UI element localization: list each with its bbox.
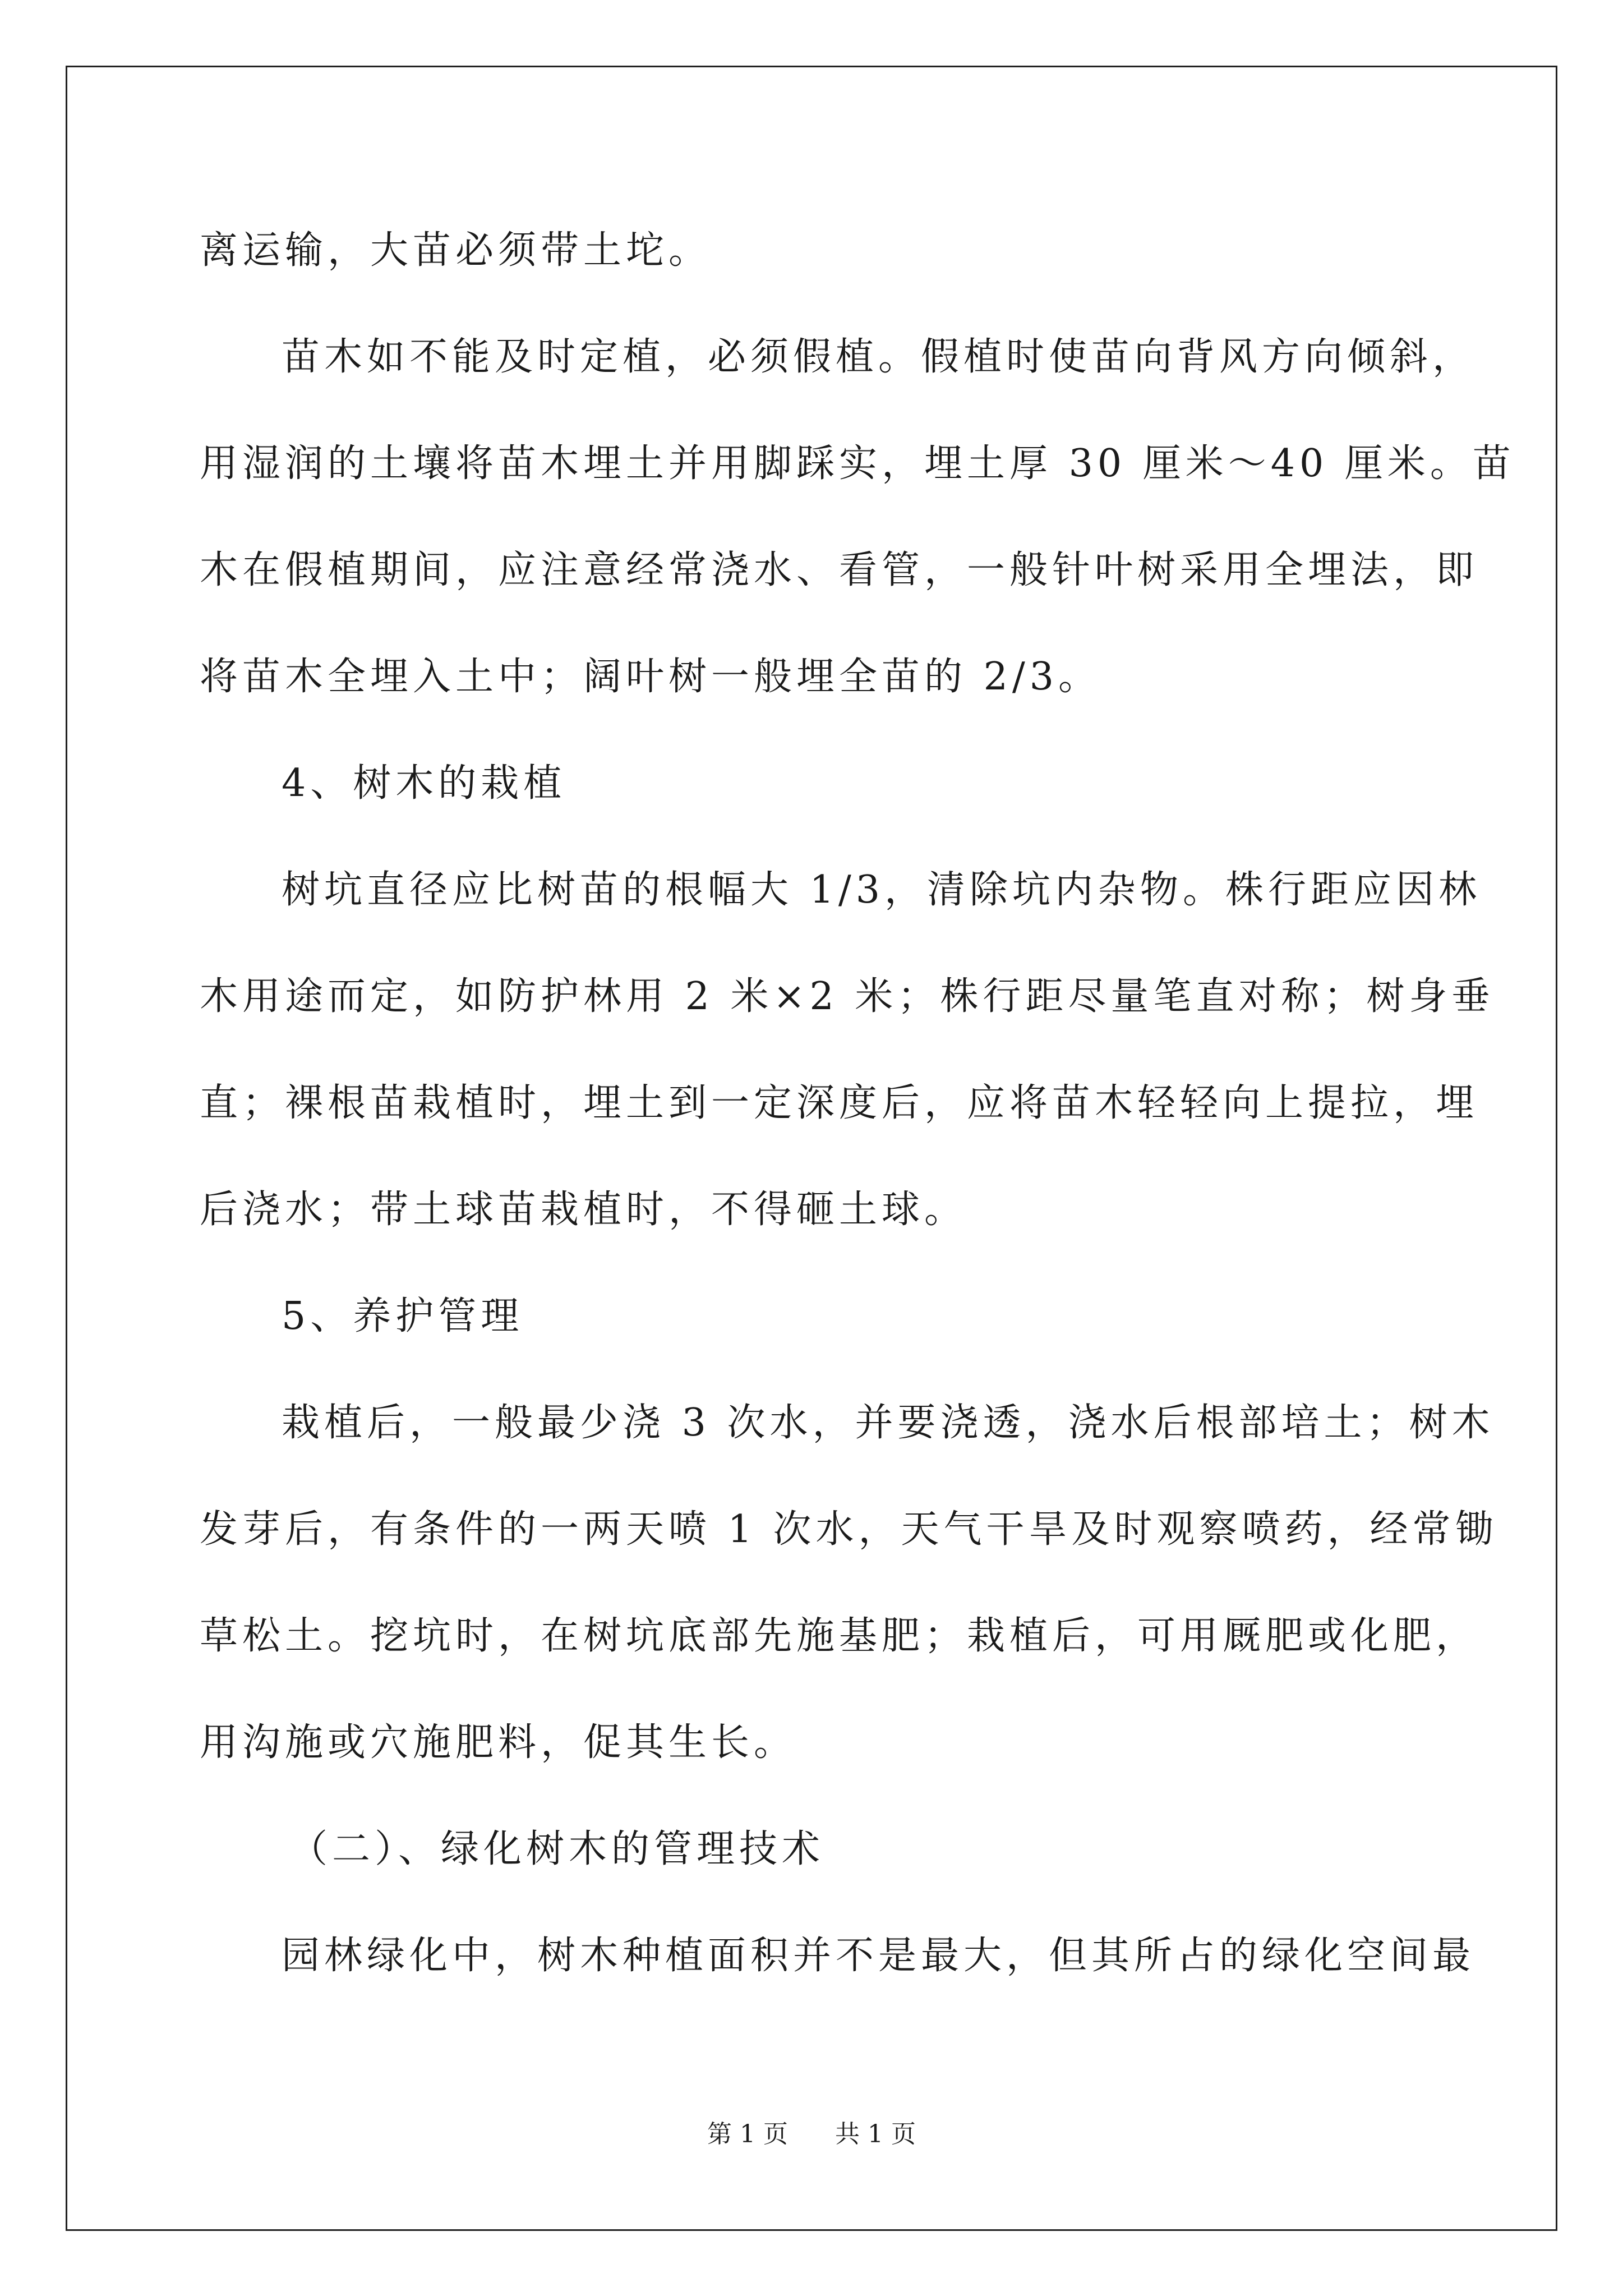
section-heading: 5、养护管理: [282, 1294, 524, 1338]
page-footer: [0, 2118, 1623, 2151]
text-line: 木用途而定，如防护林用 2 米×2 米；株行距尽量笔直对称；树身垂: [200, 974, 1495, 1019]
section-heading: （二）、绿化树木的管理技术: [289, 1827, 825, 1871]
text-line: 草松土。挖坑时，在树坑底部先施基肥；栽植后，可用厩肥或化肥，: [200, 1614, 1479, 1658]
page-number-total: 共 1 页: [835, 2120, 916, 2148]
text-line: 木在假植期间，应注意经常浇水、看管，一般针叶树采用全埋法，即: [200, 548, 1479, 592]
text-line: 后浇水；带土球苗栽植时，不得砸土球。: [200, 1188, 967, 1232]
text-line: 用湿润的土壤将苗木埋土并用脚踩实，埋土厚 30 厘米～40 厘米。苗: [200, 441, 1515, 486]
document-body: [200, 209, 1515, 2021]
text-line: 苗木如不能及时定植，必须假植。假植时使苗向背风方向倾斜，: [282, 335, 1476, 379]
text-line: 将苗木全埋入土中；阔叶树一般埋全苗的 2/3。: [200, 655, 1101, 699]
text-line: 树坑直径应比树苗的根幅大 1/3，清除坑内杂物。株行距应因林: [282, 868, 1482, 912]
text-line: 用沟施或穴施肥料，促其生长。: [200, 1720, 797, 1765]
section-heading: 4、树木的栽植: [282, 761, 566, 806]
page-number-current: 第 1 页: [707, 2120, 788, 2148]
text-line: 离运输，大苗必须带土坨。: [200, 228, 712, 273]
text-line: 发芽后，有条件的一两天喷 1 次水，天气干旱及时观察喷药，经常锄: [200, 1507, 1498, 1552]
text-line: 栽植后，一般最少浇 3 次水，并要浇透，浇水后根部培土；树木: [282, 1401, 1495, 1445]
text-line: 园林绿化中，树木种植面积并不是最大，但其所占的绿化空间最: [282, 1934, 1476, 1978]
text-line: 直；裸根苗栽植时，埋土到一定深度后，应将苗木轻轻向上提拉，埋: [200, 1081, 1479, 1125]
